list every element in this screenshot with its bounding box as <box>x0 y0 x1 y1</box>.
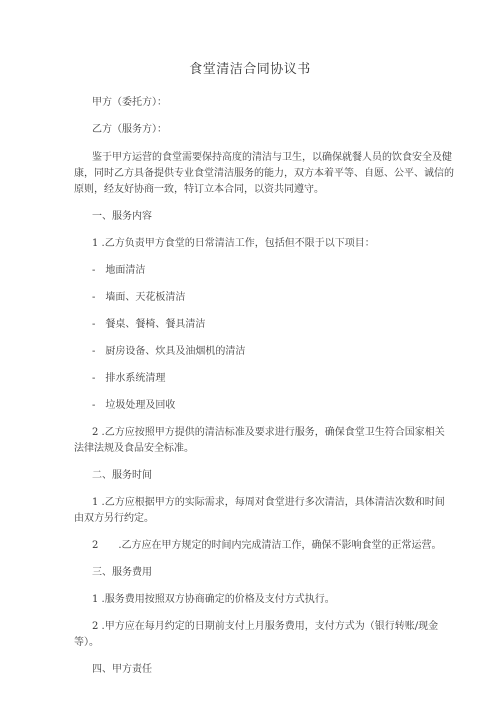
preamble-line-3: 原则，经友好协商一致，特订立本合同，以资共同遵守。 <box>74 184 324 195</box>
party-a-label: 甲方（委托方）： <box>92 97 167 108</box>
list-item: - 排水系统清理 <box>92 373 166 384</box>
section-3-heading: 三、服务费用 <box>92 567 152 578</box>
section-2-item-2: 2 .乙方应在甲方规定的时间内完成清洁工作，确保不影响食堂的正常运营。 <box>92 540 442 551</box>
section-2-heading: 二、服务时间 <box>92 470 152 481</box>
document-title: 食堂清洁合同协议书 <box>189 62 311 77</box>
section-1-heading: 一、服务内容 <box>92 211 152 222</box>
section-2-item-1-line-2: 由双方另行约定。 <box>74 513 154 524</box>
section-1-item-2-line-2: 法律法规及食品安全标准。 <box>74 443 194 454</box>
section-3-item-2-line-2: 等）。 <box>74 637 99 648</box>
list-item: - 墙面、天花板清洁 <box>92 292 186 303</box>
preamble-line-1: 鉴于甲方运营的食堂需要保持高度的清洁与卫生，以确保就餐人员的饮食安全及健 <box>92 152 452 163</box>
list-item: - 厨房设备、炊具及油烟机的清洁 <box>92 346 246 357</box>
list-item: - 地面清洁 <box>92 265 146 276</box>
section-3-item-1: 1 .服务费用按照双方协商确定的价格及支付方式执行。 <box>92 594 335 605</box>
section-1-item-1: 1 .乙方负责甲方食堂的日常清洁工作，包括但不限于以下项目： <box>92 238 375 249</box>
preamble-line-2: 康，同时乙方具备提供专业食堂清洁服务的能力，双方本着平等、自愿、公平、诚信的 <box>74 168 454 179</box>
section-1-item-2-line-1: 2 .乙方应按照甲方提供的清洁标准及要求进行服务，确保食堂卫生符合国家相关 <box>92 427 445 438</box>
list-item: - 餐桌、餐椅、餐具清洁 <box>92 319 206 330</box>
section-4-heading: 四、甲方责任 <box>92 664 152 675</box>
section-2-item-1-line-1: 1 .乙方应根据甲方的实际需求，每周对食堂进行多次清洁，具体清洁次数和时间 <box>92 497 445 508</box>
party-b-label: 乙方（服务方）： <box>92 124 167 135</box>
list-item: - 垃圾处理及回收 <box>92 400 176 411</box>
section-3-item-2-line-1: 2 .甲方应在每月约定的日期前支付上月服务费用，支付方式为（银行转账/现金 <box>92 621 439 632</box>
